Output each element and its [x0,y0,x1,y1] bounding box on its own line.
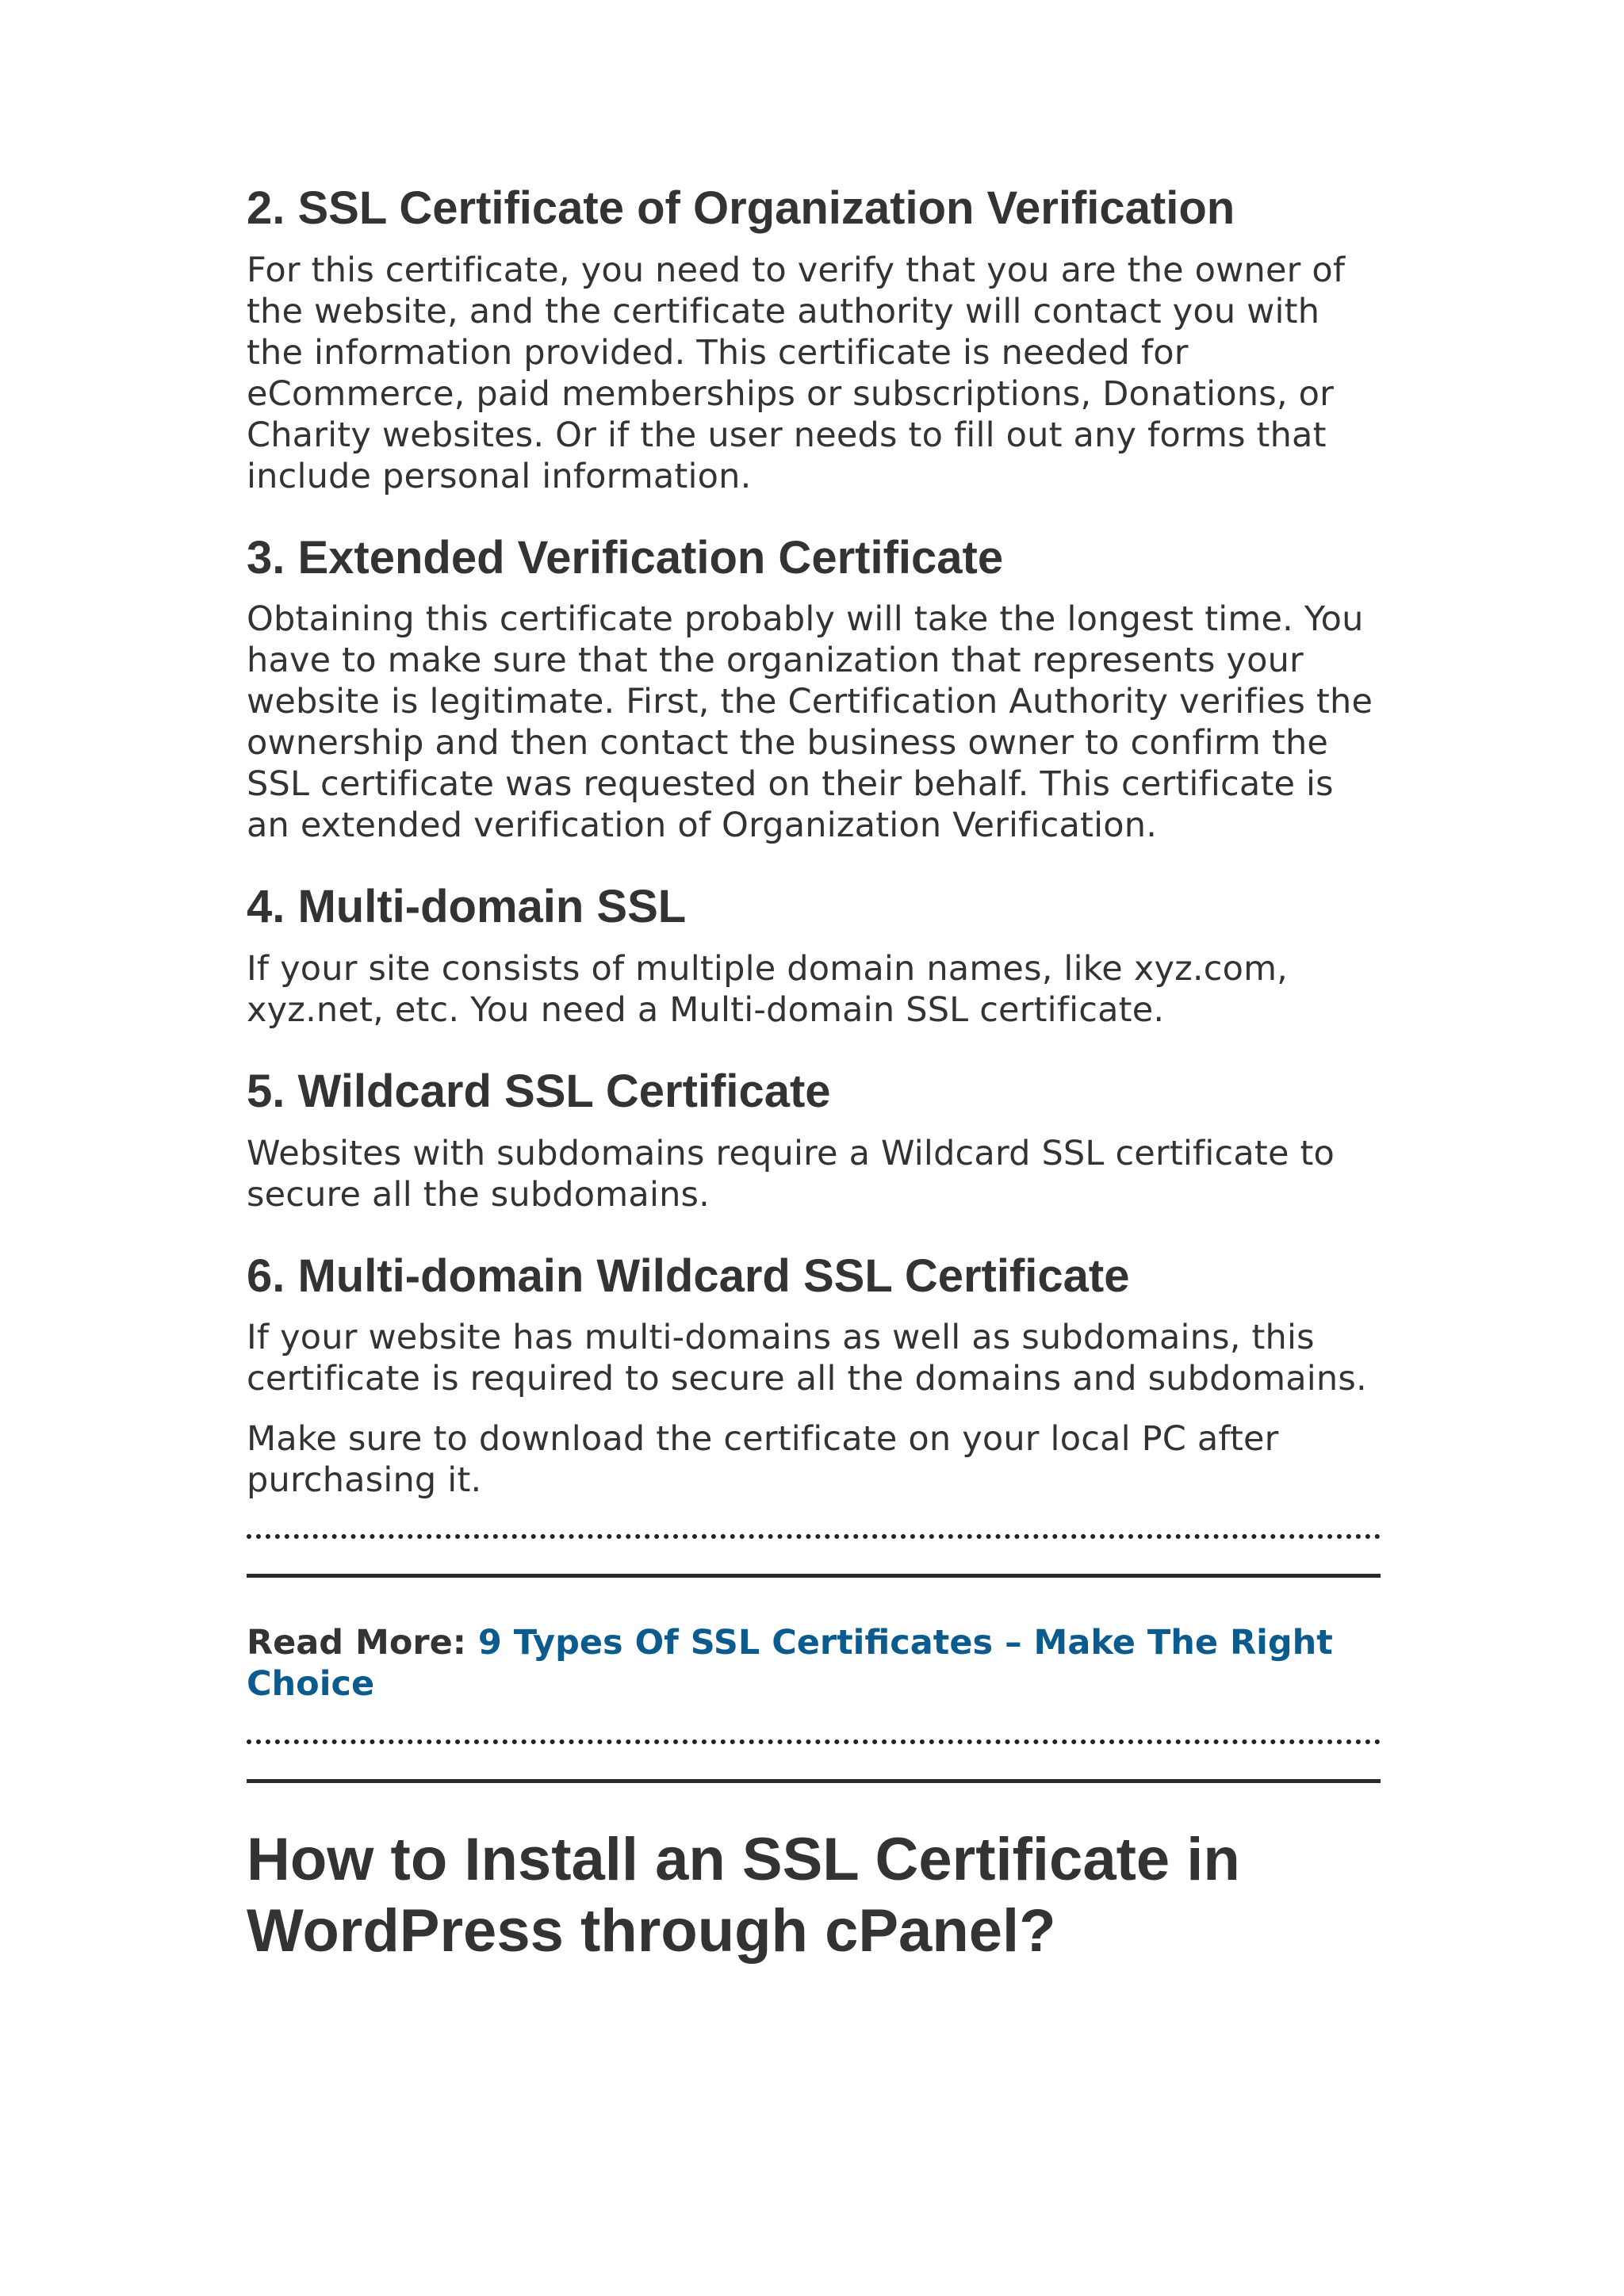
read-more-box [247,1534,1381,1783]
section-heading-multi-domain-wildcard: 6. Multi-domain Wildcard SSL Certificate [247,1249,1130,1302]
read-more-link[interactable]: 9 Types Of SSL Certificates – Make The Right Choice [247,1623,1333,1705]
read-more [247,1622,1381,1705]
section-body-extended-verification: Obtaining this certificate probably will take the longest time. You have to make sure that the organization that represents your website is legitimate. First, the Certification Authority verifies the ownership and then contact the business owner to confirm the SSL certificate was requested on their behalf. This certificate is an extended verification of Organization Verification. [247,599,1373,846]
section-heading-org-verification: 2. SSL Certificate of Organization Verification [247,182,1235,234]
section-heading-extended-verification: 3. Extended Verification Certificate [247,531,1004,584]
section-body-multi-domain: If your site consists of multiple domain names, like xyz.com, xyz.net, etc. You need a Multi-domain SSL certificate. [247,949,1289,1031]
closing-note: Make sure to download the certificate on your local PC after purchasing it. [247,1419,1279,1501]
section-heading-multi-domain: 4. Multi-domain SSL [247,881,687,933]
main-heading: How to Install an SSL Certificate in WordPress through cPanel? [247,1826,1240,1965]
section-body-multi-domain-wildcard: If your website has multi-domains as well as subdomains, this certificate is required to secure all the domains and subdomains. [247,1318,1367,1399]
section-body-org-verification: For this certificate, you need to verify that you are the owner of the website, and the certificate authority will contact you with the information provided. This certificate is needed for eCommerce, paid memberships or subscriptions, Donations, or Charity websites. Or if the user needs to fill out any forms that include personal information. [247,250,1346,496]
section-body-wildcard: Websites with subdomains require a Wildcard SSL certificate to secure all the subdomains. [247,1133,1335,1215]
read-more-label: Read More: [247,1623,478,1663]
section-heading-wildcard: 5. Wildcard SSL Certificate [247,1066,831,1118]
article-content [247,182,1381,1967]
